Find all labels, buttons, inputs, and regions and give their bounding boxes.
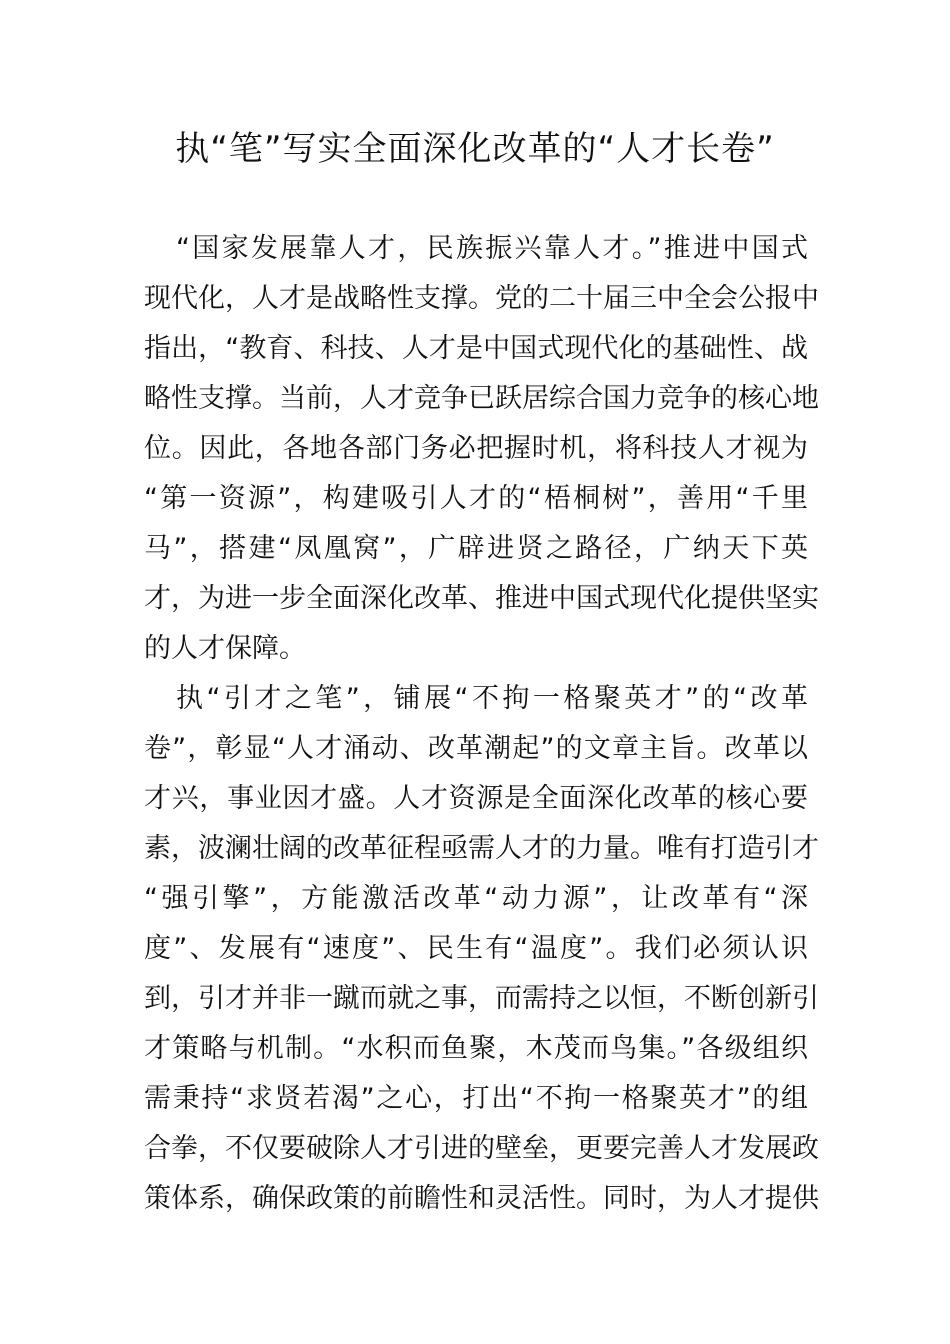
paragraph-1-line-7: 马”，搭建“凤凰窝”，广辟进贤之路径，广纳天下英 <box>144 533 808 564</box>
paragraph-2-line-3: 才兴，事业因才盛。人才资源是全面深化改革的核心要 <box>144 783 808 814</box>
paragraph-1-line-3: 指出，“教育、科技、人才是中国式现代化的基础性、战 <box>144 333 808 364</box>
paragraph-2-line-1: 执“引才之笔”，铺展“不拘一格聚英才”的“改革 <box>176 683 808 714</box>
paragraph-2-line-10: 合拳，不仅要破除人才引进的壁垒，更要完善人才发展政 <box>144 1133 819 1164</box>
paragraph-1-line-2: 现代化，人才是战略性支撑。党的二十届三中全会公报中 <box>144 283 819 314</box>
article-title: 执“笔”写实全面深化改革的“人才长卷” <box>175 129 775 169</box>
paragraph-1-line-8: 才，为进一步全面深化改革、推进中国式现代化提供坚实 <box>144 583 819 614</box>
paragraph-1-line-4: 略性支撑。当前，人才竞争已跃居综合国力竞争的核心地 <box>144 383 819 414</box>
paragraph-2-line-7: 到，引才并非一蹴而就之事，而需持之以恒，不断创新引 <box>144 983 819 1014</box>
paragraph-2-line-8: 才策略与机制。“水积而鱼聚，木茂而鸟集。”各级组织 <box>144 1033 808 1064</box>
paragraph-2-line-11: 策体系，确保政策的前瞻性和灵活性。同时，为人才提供 <box>144 1183 819 1214</box>
paragraph-1-line-5: 位。因此，各地各部门务必把握时机，将科技人才视为 <box>144 433 808 464</box>
paragraph-2-line-5: “强引擎”，方能激活改革“动力源”，让改革有“深 <box>144 883 808 914</box>
paragraph-2-line-2: 卷”，彰显“人才涌动、改革潮起”的文章主旨。改革以 <box>144 733 808 764</box>
paragraph-2-line-6: 度”、发展有“速度”、民生有“温度”。我们必须认识 <box>144 933 808 964</box>
paragraph-1-line-6: “第一资源”，构建吸引人才的“梧桐树”，善用“千里 <box>144 483 808 514</box>
paragraph-1-line-1: “国家发展靠人才，民族振兴靠人才。”推进中国式 <box>176 233 808 264</box>
paragraph-2-line-4: 素，波澜壮阔的改革征程亟需人才的力量。唯有打造引才 <box>144 833 819 864</box>
paragraph-2-line-9: 需秉持“求贤若渴”之心，打出“不拘一格聚英才”的组 <box>144 1083 808 1114</box>
paragraph-1-line-9: 的人才保障。 <box>144 633 306 664</box>
